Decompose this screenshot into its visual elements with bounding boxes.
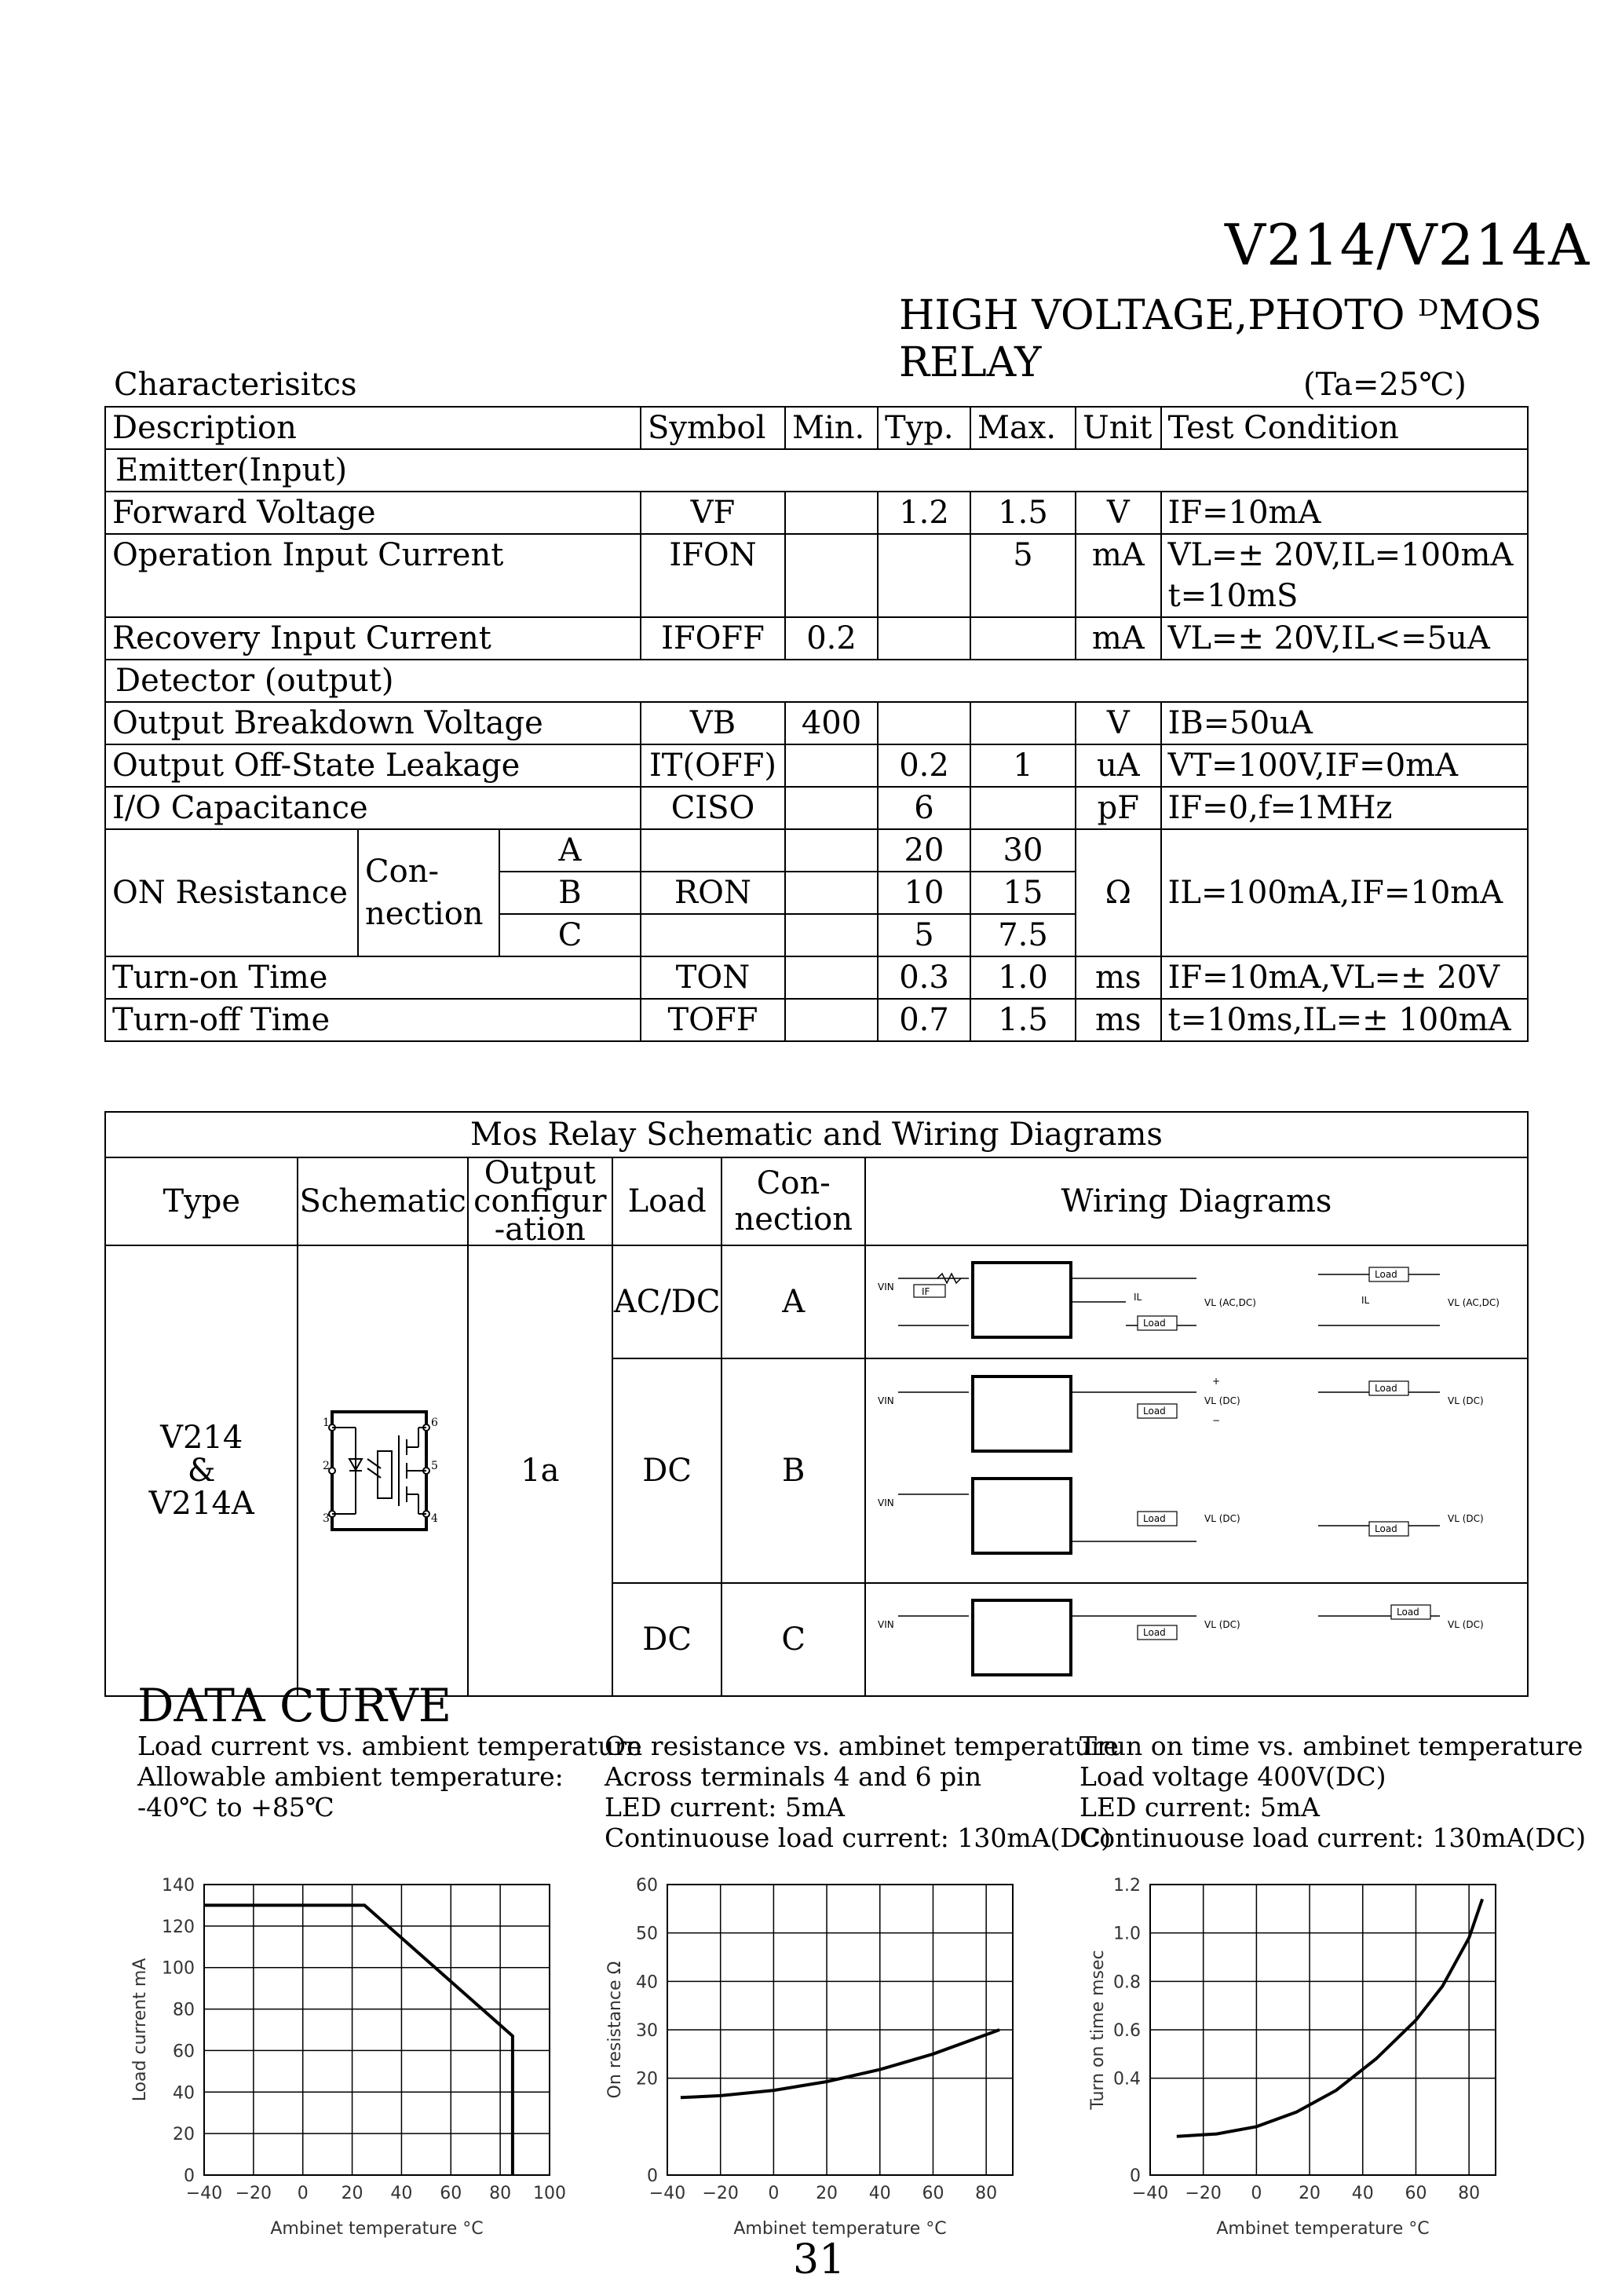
y-tick-label: 20 [173,2125,195,2145]
vin-label: VIN [878,1395,894,1406]
characteristics-table [104,406,1529,1042]
table-row [105,492,1528,534]
y-axis-label: Load current mA [130,1958,150,2102]
cell: IT(OFF) [641,744,785,787]
vl-dc-label: VL (DC) [1448,1395,1484,1406]
page-subtitle: HIGH VOLTAGE,PHOTO ᴰMOS RELAY [899,292,1542,386]
load-value: AC/DC [612,1245,722,1358]
pin-4-label: 4 [430,1512,438,1525]
cell: pF [1076,787,1161,829]
x-tick-label: 0 [768,2184,780,2203]
y-tick-label: 0 [647,2166,658,2186]
x-axis-label: Ambinet temperature °C [733,2219,947,2239]
y-tick-label: 100 [162,1958,195,1979]
x-axis-label: Ambinet temperature °C [1216,2219,1430,2239]
pin-2-label: 2 [322,1460,330,1472]
cell [785,744,878,787]
vin-label: VIN [878,1619,894,1630]
x-tick-label: −40 [185,2184,223,2203]
y-tick-label: 40 [173,2083,195,2104]
y-axis-label: Turn on time msec [1088,1950,1108,2110]
cell: 5 [970,534,1076,617]
chart-3-caption: Trun on time vs. ambinet temperature Load voltage 400V(DC) LED current: 5mA Continuouse load current: 130mA(DC) [1080,1731,1586,1853]
load-box-label: Load [1143,1406,1166,1417]
row-label: ON Resistance [105,829,358,956]
row-label: Recovery Input Current [105,617,641,660]
vl-dc-label: VL (DC) [1204,1619,1240,1630]
x-tick-label: 0 [1251,2184,1262,2203]
row-label: Output Off-State Leakage [105,744,641,787]
x-axis-label: Ambinet temperature °C [270,2219,484,2239]
cell: VB [641,702,785,744]
vl-acdc-label: VL (AC,DC) [1448,1297,1500,1308]
cell: TOFF [641,999,785,1041]
y-tick-label: 0 [1130,2166,1141,2186]
temperature-condition: (Ta=25℃) [1303,367,1467,403]
x-tick-label: −40 [648,2184,686,2203]
cell: IF=0,f=1MHz [1161,787,1528,829]
connection-value: A [721,1245,865,1358]
connection-value: C [721,1583,865,1696]
x-tick-label: −40 [1131,2184,1169,2203]
x-tick-label: 60 [922,2184,944,2203]
chart-on-resistance [601,1869,1040,2246]
y-tick-label: 1.2 [1113,1876,1141,1896]
x-tick-label: −20 [235,2184,272,2203]
vl-dc-label: VL (DC) [1448,1619,1484,1630]
cell [641,829,785,872]
cell: VF [641,492,785,534]
cell: t=10mS [1161,576,1528,617]
vl-acdc-label: VL (AC,DC) [1204,1297,1256,1308]
cell [785,492,878,534]
cell: C [499,914,641,956]
x-tick-label: 80 [975,2184,998,2203]
wiring-table [104,1111,1529,1697]
y-tick-label: 30 [636,2021,658,2041]
y-tick-label: 0.4 [1113,2069,1141,2089]
row-label: Turn-on Time [105,956,641,999]
col-description: Description [105,407,641,449]
cell [878,617,970,660]
vl-dc-label: VL (DC) [1204,1513,1240,1524]
x-tick-label: 80 [489,2184,512,2203]
data-series-line [681,2030,999,2097]
pin-1-label: 1 [322,1417,330,1429]
il-label: IL [1134,1292,1142,1303]
header-wiring-diagrams: Wiring Diagrams [865,1157,1528,1245]
relay-schematic [309,1396,458,1537]
cell [785,872,878,914]
cell [970,702,1076,744]
cell: ms [1076,999,1161,1041]
cell: 1.2 [878,492,970,534]
y-tick-label: 0 [184,2166,195,2186]
cell: 0.3 [878,956,970,999]
cell: mA [1076,534,1161,617]
plus-label: + [1212,1376,1221,1387]
chart-2-caption: On resistance vs. ambinet temperature Across terminals 4 and 6 pin LED current: 5mA Continuouse load current: 130mA(DC) [605,1731,1119,1853]
cell: IF=10mA [1161,492,1528,534]
load-box-label: Load [1375,1523,1397,1534]
cell [785,956,878,999]
cell: VL=± 20V,IL<=5uA [1161,617,1528,660]
y-tick-label: 1.0 [1113,1924,1141,1944]
cell [970,617,1076,660]
y-tick-label: 120 [162,1917,195,1937]
table-row [105,617,1528,660]
page-title: V214/V214A [1225,212,1591,278]
chart-1-caption: Load current vs. ambient temperature Allowable ambient temperature: -40℃ to +85℃ [137,1731,642,1823]
data-series-line [1177,1899,1482,2137]
cell: uA [1076,744,1161,787]
schematic-cell [298,1245,467,1696]
header-type: Type [105,1157,298,1245]
pin-6-label: 6 [430,1417,438,1429]
il-label: IL [1361,1295,1370,1306]
characteristics-heading: Characterisitcs [114,367,357,403]
table-row [105,999,1528,1041]
cell: IF=10mA,VL=± 20V [1161,956,1528,999]
x-tick-label: 0 [297,2184,309,2203]
load-box-label: Load [1143,1513,1166,1524]
col-max: Max. [970,407,1076,449]
cell: 1 [970,744,1076,787]
emitter-section: Emitter(Input) [105,449,1528,492]
x-tick-label: 40 [390,2184,413,2203]
x-tick-label: 80 [1458,2184,1481,2203]
cell: VL=± 20V,IL=100mA [1161,534,1528,576]
cell: 0.7 [878,999,970,1041]
cell [785,999,878,1041]
x-tick-label: 40 [868,2184,891,2203]
col-unit: Unit [1076,407,1161,449]
cell: IFON [641,534,785,617]
x-tick-label: 20 [341,2184,363,2203]
col-typ: Typ. [878,407,970,449]
row-label: I/O Capacitance [105,787,641,829]
load-box-label: Load [1143,1318,1166,1329]
cell: 5 [878,914,970,956]
pin-5-label: 5 [430,1460,438,1472]
connection-label: Con- nection [358,829,499,956]
cell: RON [641,872,785,914]
cell: mA [1076,617,1161,660]
cell [878,534,970,617]
cell: CISO [641,787,785,829]
cell [878,702,970,744]
x-tick-label: −20 [1185,2184,1222,2203]
y-tick-label: 80 [173,2000,195,2020]
data-curve-title: DATA CURVE [137,1679,452,1732]
cell: A [499,829,641,872]
cell [785,534,878,617]
wiring-title: Mos Relay Schematic and Wiring Diagrams [105,1112,1528,1157]
wiring-diagram-b [865,1358,1528,1583]
row-label: Operation Input Current [105,534,641,617]
cell: B [499,872,641,914]
y-tick-label: 40 [636,1972,658,1993]
cell: IB=50uA [1161,702,1528,744]
cell: Ω [1076,829,1161,956]
load-box-label: Load [1143,1627,1166,1638]
connection-value: B [721,1358,865,1583]
wiring-diagram-a [865,1245,1528,1358]
table-row [105,702,1528,744]
table-row [105,534,1528,576]
chart-turn-on-time [1083,1869,1523,2246]
cell [785,787,878,829]
cell: V [1076,702,1161,744]
y-tick-label: 0.6 [1113,2021,1141,2041]
y-tick-label: 60 [636,1876,658,1896]
col-min: Min. [785,407,878,449]
table-row [105,744,1528,787]
x-tick-label: −20 [702,2184,739,2203]
y-tick-label: 50 [636,1924,658,1944]
minus-label: − [1212,1415,1221,1426]
chart-load-current [118,1869,581,2246]
page-number: 31 [793,2236,846,2283]
load-value: DC [612,1358,722,1583]
cell [970,787,1076,829]
cell: 10 [878,872,970,914]
row-label: Turn-off Time [105,999,641,1041]
row-label: Output Breakdown Voltage [105,702,641,744]
type-value: V214 & V214A [105,1245,298,1696]
cell [641,914,785,956]
cell: 15 [970,872,1076,914]
cell: 1.5 [970,999,1076,1041]
cell: t=10ms,IL=± 100mA [1161,999,1528,1041]
table-header-row [105,407,1528,449]
load-box-label: Load [1375,1269,1397,1280]
cell: 1.0 [970,956,1076,999]
wiring-diagram-c [865,1583,1528,1696]
cell: 30 [970,829,1076,872]
cell: ms [1076,956,1161,999]
y-axis-label: On resistance Ω [605,1961,625,2099]
wiring-diagram-a-svg [867,1247,1526,1349]
cell: VT=100V,IF=0mA [1161,744,1528,787]
header-connection: Con- nection [721,1157,865,1245]
cell: 6 [878,787,970,829]
y-tick-label: 0.8 [1113,1972,1141,1993]
header-output-config: Output configur -ation [468,1157,612,1245]
table-row [105,787,1528,829]
header-schematic: Schematic [298,1157,467,1245]
y-tick-label: 140 [162,1876,195,1896]
y-tick-label: 20 [636,2069,658,2089]
cell: TON [641,956,785,999]
pin-3-label: 3 [322,1512,330,1525]
table-row [105,956,1528,999]
cell [785,829,878,872]
cell: 7.5 [970,914,1076,956]
cell: IFOFF [641,617,785,660]
vl-dc-label: VL (DC) [1448,1513,1484,1524]
table-row [105,829,1528,872]
x-tick-label: 60 [1405,2184,1427,2203]
cell: IL=100mA,IF=10mA [1161,829,1528,956]
plot-frame [204,1885,550,2175]
x-tick-label: 100 [533,2184,566,2203]
load-box-label: Load [1375,1383,1397,1394]
header-load: Load [612,1157,722,1245]
x-tick-label: 20 [1299,2184,1321,2203]
cell: 1.5 [970,492,1076,534]
col-test-condition: Test Condition [1161,407,1528,449]
load-value: DC [612,1583,722,1696]
wiring-diagram-c-svg [867,1585,1526,1687]
data-series-line [204,1905,513,2175]
cell [785,914,878,956]
vl-dc-label: VL (DC) [1204,1395,1240,1406]
if-label: IF [922,1286,930,1297]
vin-label: VIN [878,1497,894,1508]
y-tick-label: 60 [173,2042,195,2062]
load-box-label: Load [1397,1607,1419,1618]
x-tick-label: 60 [440,2184,462,2203]
row-label: Forward Voltage [105,492,641,534]
vin-label: VIN [878,1281,894,1292]
cell: 400 [785,702,878,744]
cell: 0.2 [878,744,970,787]
col-symbol: Symbol [641,407,785,449]
x-tick-label: 20 [816,2184,838,2203]
detector-section: Detector (output) [105,660,1528,702]
wiring-diagram-b-svg [867,1361,1526,1573]
cell: 20 [878,829,970,872]
x-tick-label: 40 [1351,2184,1374,2203]
cell: 0.2 [785,617,878,660]
output-value: 1a [468,1245,612,1696]
cell: V [1076,492,1161,534]
